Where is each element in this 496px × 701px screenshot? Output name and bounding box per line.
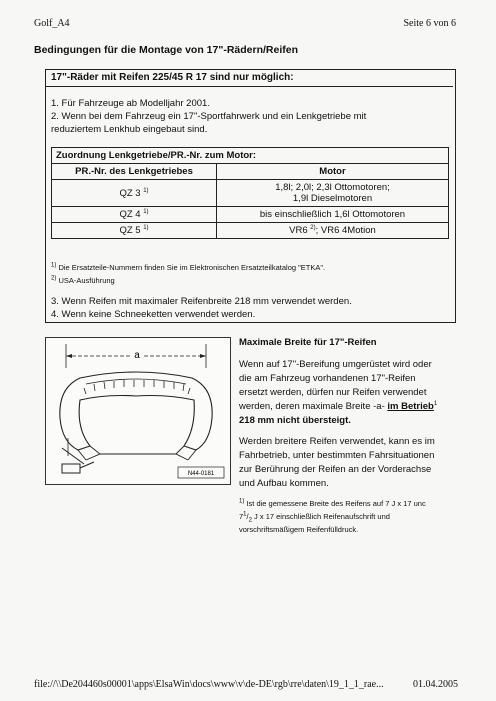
section-heading: Bedingungen für die Montage von 17"-Rädern/Reifen [34,44,298,56]
paragraph-line-bold: 218 mm nicht übersteigt. [239,415,351,426]
paragraph-line: die am Fahrzeug vorhandenen 17"-Reifen [239,373,416,384]
paragraph-line: ersetzt werden, dürfen nur Reifen verwendet [239,387,427,398]
dimension-label-a: a [134,350,140,361]
table-header-row [52,164,449,180]
column-header-motor: Motor [217,164,449,180]
right-subheading: Maximale Breite für 17"-Reifen [239,337,377,348]
figure-code: N44-0181 [187,471,215,477]
conditions-box-title: 17"-Räder mit Reifen 225/45 R 17 sind nur möglich: [46,70,453,87]
condition-item-4: 4. Wenn keine Schneeketten verwendet werden. [51,309,256,320]
table-row [52,180,449,207]
right-footnote: $^{1)}$ Ist die gemessene Breite des Reifens auf 7 J x 17 unc [239,498,426,508]
right-footnote-cont: vorschriftsmäßigem Reifenfülldruck. [239,525,359,534]
motor-cell: bis einschließlich 1,6l Ottomotoren [217,207,449,223]
steering-gear-table [51,147,449,239]
motor-cell: VR6 $^{2)}$; VR6 4Motion [217,223,449,239]
page-number: Seite 6 von 6 [403,18,456,29]
column-header-pr: PR.-Nr. des Lenkgetriebes [52,164,217,180]
condition-item-2-cont: reduziertem Lenkhub eingebaut sind. [51,124,208,135]
bold-phrase: im Betrieb [387,401,434,412]
paragraph-line: und Aufbau kommen. [239,478,329,489]
pr-cell: QZ 4 $^{1)}$ [52,207,217,223]
right-footnote-cont: $7^1/_2$ J x 17 einschließlich Reifenaufschrift und [239,511,390,524]
condition-item-3: 3. Wenn Reifen mit maximaler Reifenbreite 218 mm verwendet werden. [51,296,352,307]
pr-cell: QZ 3 $^{1)}$ [52,180,217,207]
footer-file-path: file://\\De204460s00001\apps\ElsaWin\docs\www\v\de-DE\rgb\rre\daten\19_1_1_rae... [34,679,384,690]
tire-width-figure [45,337,231,485]
document-header-left: Golf_A4 [34,18,70,29]
motor-cell: 1,8l; 2,0l; 2,3l Ottomotoren; 1,9l Dieselmotoren [217,180,449,207]
table-title: Zuordnung Lenkgetriebe/PR.-Nr. zum Motor: [52,148,449,164]
paragraph-line: zur Berührung der Reifen an der Vorderachse [239,464,432,475]
table-row [52,207,449,223]
footnote-1: $^{1)}$ Die Ersatzteile-Nummern finden Sie im Elektronischen Ersatzteilkatalog "ETKA". [51,262,326,272]
paragraph-line: Fahrbetrieb, unter bestimmten Fahrsituationen [239,450,435,461]
tire-cross-section-drawing [46,338,230,484]
paragraph-line: werden, deren maximale Breite -a- im Betrieb$^1$ [239,400,438,412]
condition-item-1: 1. Für Fahrzeuge ab Modelljahr 2001. [51,98,210,109]
footer-date: 01.04.2005 [413,679,458,690]
paragraph-line: Wenn auf 17"-Bereifung umgerüstet wird oder [239,359,432,370]
table-row [52,223,449,239]
condition-item-2: 2. Wenn bei dem Fahrzeug ein 17"-Sportfahrwerk und ein Lenkgetriebe mit [51,111,367,122]
footnote-2: $^{2)}$ USA-Ausführung [51,275,115,285]
paragraph-line: Werden breitere Reifen verwendet, kann es im [239,436,435,447]
pr-cell: QZ 5 $^{1)}$ [52,223,217,239]
